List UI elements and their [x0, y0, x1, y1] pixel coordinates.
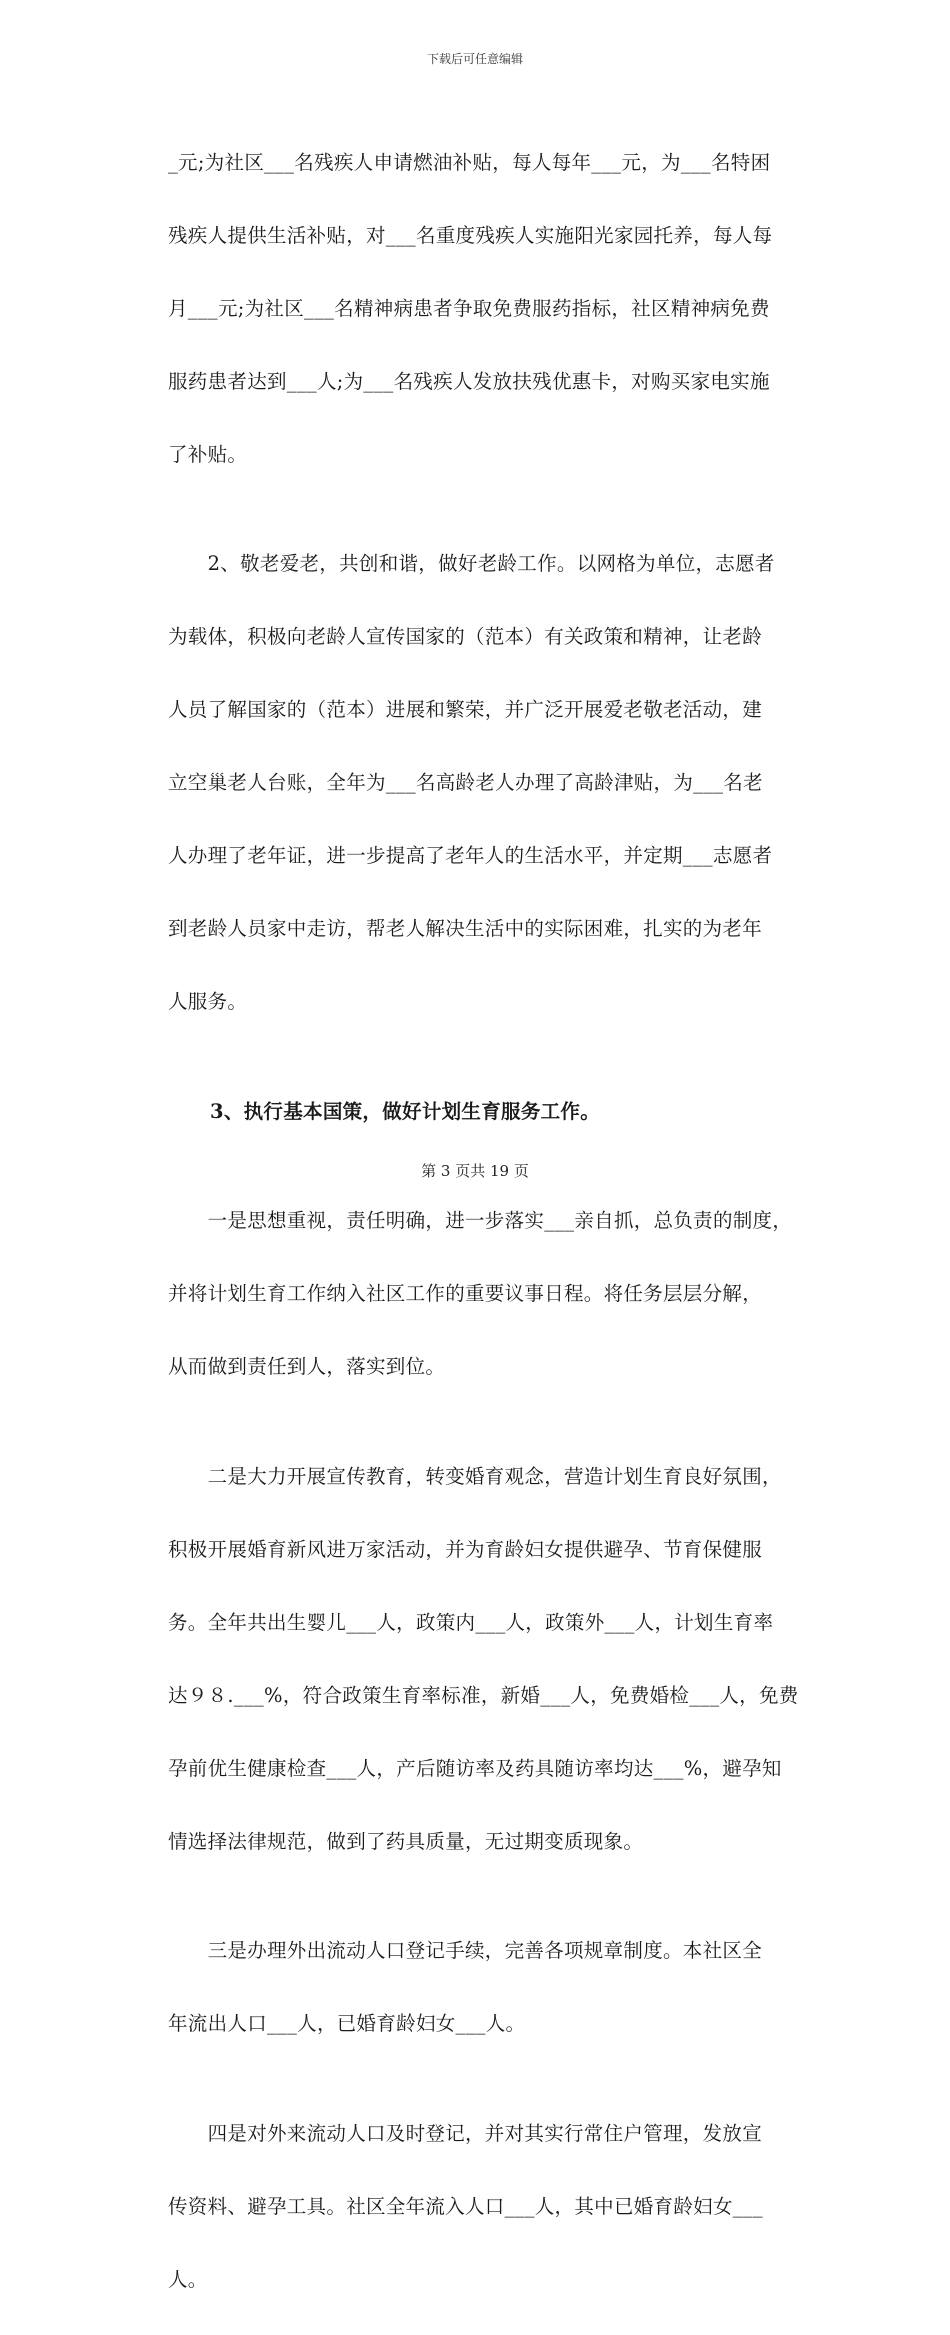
text-line: 月___元;为社区___名精神病患者争取免费服药指标，社区精神病免费: [168, 296, 770, 320]
text-line: 孕前优生健康检查___人，产后随访率及药具随访率均达___%，避孕知: [168, 1756, 782, 1780]
text-line: 服药患者达到___人;为___名残疾人发放扶残优惠卡，对购买家电实施: [168, 369, 770, 393]
text-line: 人办理了老年证，进一步提高了老年人的生活水平，并定期___志愿者: [168, 844, 773, 867]
text-line: 残疾人提供生活补贴，对___名重度残疾人实施阳光家园托养，每人每: [168, 223, 773, 247]
text-line: _元;为社区___名残疾人申请燃油补贴，每人每年___元，为___名特困: [168, 150, 771, 174]
text-line: 到老龄人员家中走访，帮老人解决生活中的实际困难，扎实的为老年: [168, 917, 763, 940]
text-line: 情选择法律规范，做到了药具质量，无过期变质现象。: [168, 1829, 644, 1853]
text-line: 3、执行基本国策，做好计划生育服务工作。: [170, 1099, 601, 1123]
text-line: 达９８.___%，符合政策生育率标准，新婚___人，免费婚检___人，免费: [168, 1683, 799, 1707]
text-line: 为载体，积极向老龄人宣传国家的（范本）有关政策和精神，让老龄: [168, 625, 763, 648]
text-line: 人员了解国家的（范本）进展和繁荣，并广泛开展爱老敬老活动，建: [168, 698, 763, 721]
text-line: 并将计划生育工作纳入社区工作的重要议事日程。将任务层层分解，: [168, 1282, 763, 1305]
text-line: 立空巢老人台账，全年为___名高龄老人办理了高龄津贴，为___名老: [168, 771, 763, 794]
text-line: 四是对外来流动人口及时登记，并对其实行常住户管理，发放宣: [168, 2121, 763, 2145]
paragraph: [142, 2079, 822, 2335]
page-number: 第 3 页共 19 页: [421, 1162, 529, 1180]
section-heading: [142, 1057, 822, 1167]
text-line: 一是思想重视，责任明确，进一步落实___亲自抓，总负责的制度，: [168, 1209, 793, 1232]
text-line: 传资料、避孕工具。社区全年流入人口___人，其中已婚育龄妇女___: [168, 2194, 763, 2218]
text-line: 二是大力开展宣传教育，转变婚育观念，营造计划生育良好氛围，: [168, 1464, 782, 1488]
text-line: 2、敬老爱老，共创和谐，做好老龄工作。以网格为单位，志愿者: [168, 552, 775, 575]
document-body: [142, 108, 822, 2335]
text-line: 年流出人口___人，已婚育龄妇女___人。: [168, 2012, 526, 2035]
text-line: 人。: [168, 2267, 208, 2291]
page-header: 下载后可任意编辑: [426, 52, 523, 66]
text-line: 了补贴。: [168, 442, 248, 466]
paragraph: [142, 1167, 822, 1423]
paragraph: [142, 1897, 822, 2080]
paragraph: [142, 1422, 822, 1897]
text-line: 积极开展婚育新风进万家活动，并为育龄妇女提供避孕、节育保健服: [168, 1537, 763, 1561]
text-line: 三是办理外出流动人口登记手续，完善各项规章制度。本社区全: [168, 1939, 763, 1962]
paragraph: [142, 108, 822, 510]
text-line: 从而做到责任到人，落实到位。: [168, 1355, 446, 1378]
text-line: 务。全年共出生婴儿___人，政策内___人，政策外___人，计划生育率: [168, 1610, 774, 1634]
text-line: 人服务。: [168, 990, 248, 1013]
paragraph: [142, 510, 822, 1058]
